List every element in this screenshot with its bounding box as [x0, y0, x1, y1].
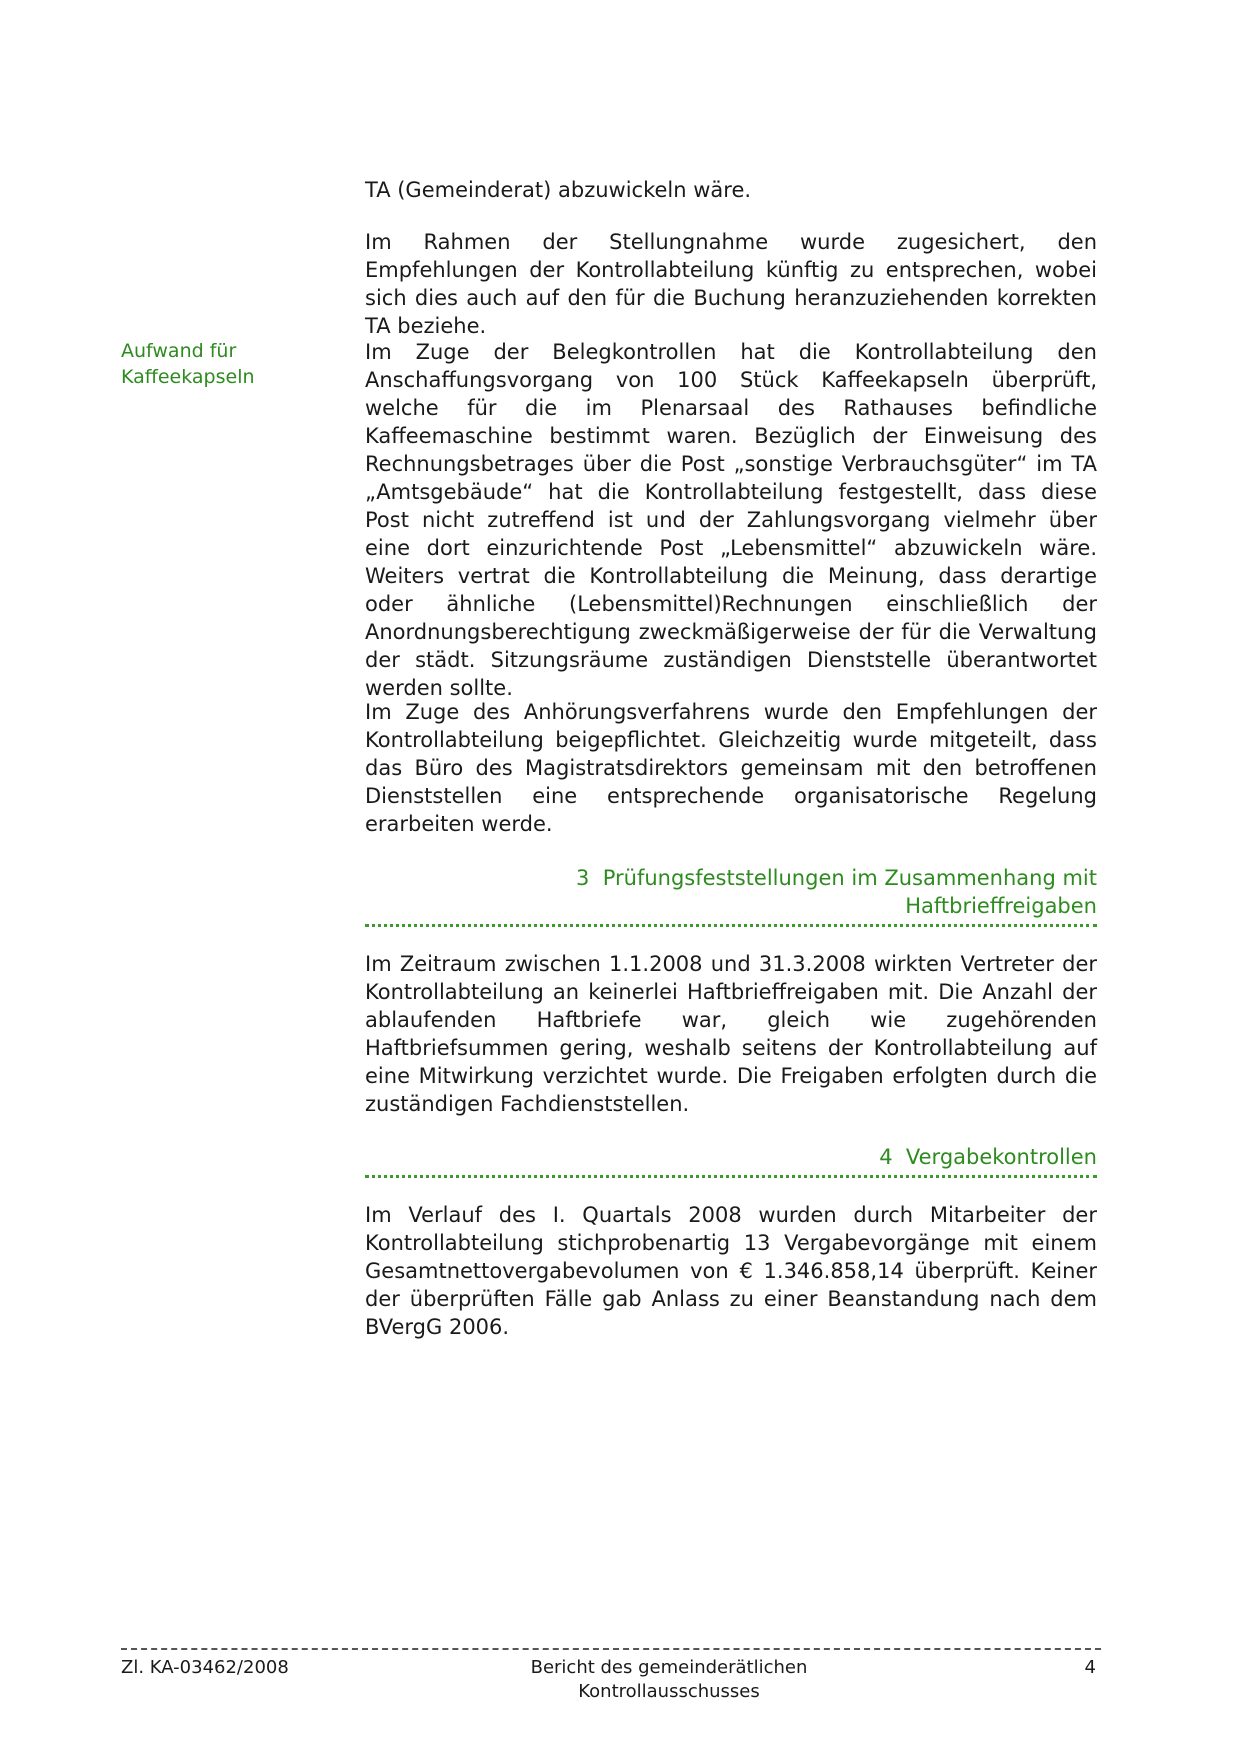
section-divider: [365, 924, 1097, 927]
margin-note-line: Aufwand für: [121, 340, 237, 362]
paragraph-vergabekontrollen-text: Im Verlauf des I. Quartals 2008 wurden durch Mitarbeiter der Kontrollabteilung stichprobenartig 13 Vergabevorgänge mit einem Gesamtnettovergabevolumen von € 1.346.858,14 überprüft. Keiner der überprüften Fälle gab Anlass zu einer Beanstandung nach dem BVergG 2006.: [365, 1203, 1097, 1339]
page-number: 4: [1084, 1657, 1096, 1678]
margin-note-line: Kaffeekapseln: [121, 366, 255, 388]
section-divider: [365, 1175, 1097, 1178]
paragraph-haftbrieffreigaben: [365, 950, 1097, 1118]
paragraph-vergabekontrollen: [365, 1201, 1097, 1341]
footer-title: Bericht des gemeinderätlichen Kontrollausschusses: [530, 1657, 808, 1702]
paragraph-anhoerung: [365, 698, 1097, 838]
section-heading-4-text: 4 Vergabekontrollen: [879, 1145, 1097, 1169]
section-heading-4: [365, 1143, 1097, 1171]
paragraph-stellungnahme-text: Im Rahmen der Stellungnahme wurde zugesichert, den Empfehlungen der Kontrollabteilung künftig zu entsprechen, wobei sich dies auch auf den für die Buchung heranzuziehenden korrekten TA beziehe.: [365, 230, 1097, 338]
paragraph-kaffeekapseln-text: Im Zuge der Belegkontrollen hat die Kontrollabteilung den Anschaffungsvorgang von 100 Stück Kaffeekapseln überprüft, welche für die im Plenarsaal des Rathauses befindliche Kaffeemaschine bestimmt waren. Bezüglich der Einweisung des Rechnungsbetrages über die Post „sonstige Verbrauchsgüter“ im TA „Amtsgebäude“ hat die Kontrollabteilung festgestellt, dass diese Post nicht zutreffend ist und der Zahlungsvorgang vielmehr über eine dort einzurichtende Post „Lebensmittel“ abzuwickeln wäre. Weiters vertrat die Kontrollabteilung die Meinung, dass derartige oder ähnliche (Lebensmittel)Rechnungen einschließlich der Anordnungsberechtigung zweckmäßigerweise der für die Verwaltung der städt. Sitzungsräume zuständigen Dienststelle überantwortet werden sollte.: [365, 340, 1097, 700]
footer-divider: [121, 1648, 1101, 1650]
continuation-paragraph: [365, 176, 1097, 204]
margin-note-kaffeekapseln: [121, 338, 321, 390]
paragraph-stellungnahme: [365, 228, 1097, 340]
paragraph-anhoerung-text: Im Zuge des Anhörungsverfahrens wurde den Empfehlungen der Kontrollabteilung beigepflichtet. Gleichzeitig wurde mitgeteilt, dass das Büro des Magistratsdirektors gemeinsam mit den betroffenen Dienststellen eine entsprechende organisatorische Regelung erarbeiten werde.: [365, 700, 1097, 836]
paragraph-haftbrieffreigaben-text: Im Zeitraum zwischen 1.1.2008 und 31.3.2008 wirkten Vertreter der Kontrollabteilung an keinerlei Haftbrieffreigaben mit. Die Anzahl der ablaufenden Haftbriefe war, gleich wie zugehörenden Haftbriefsummen gering, weshalb seitens der Kontrollabteilung auf eine Mitwirkung verzichtet wurde. Die Freigaben erfolgten durch die zuständigen Fachdienststellen.: [365, 952, 1097, 1116]
paragraph-kaffeekapseln: [365, 338, 1097, 702]
section-heading-3-line1: 3 Prüfungsfeststellungen im Zusammenhang mit: [576, 866, 1097, 890]
section-heading-3-line2: Haftbrieffreigaben: [905, 894, 1097, 918]
footer-reference: Zl. KA-03462/2008: [121, 1657, 289, 1678]
continuation-text: TA (Gemeinderat) abzuwickeln wäre.: [365, 178, 752, 202]
section-heading-3: [365, 864, 1097, 920]
